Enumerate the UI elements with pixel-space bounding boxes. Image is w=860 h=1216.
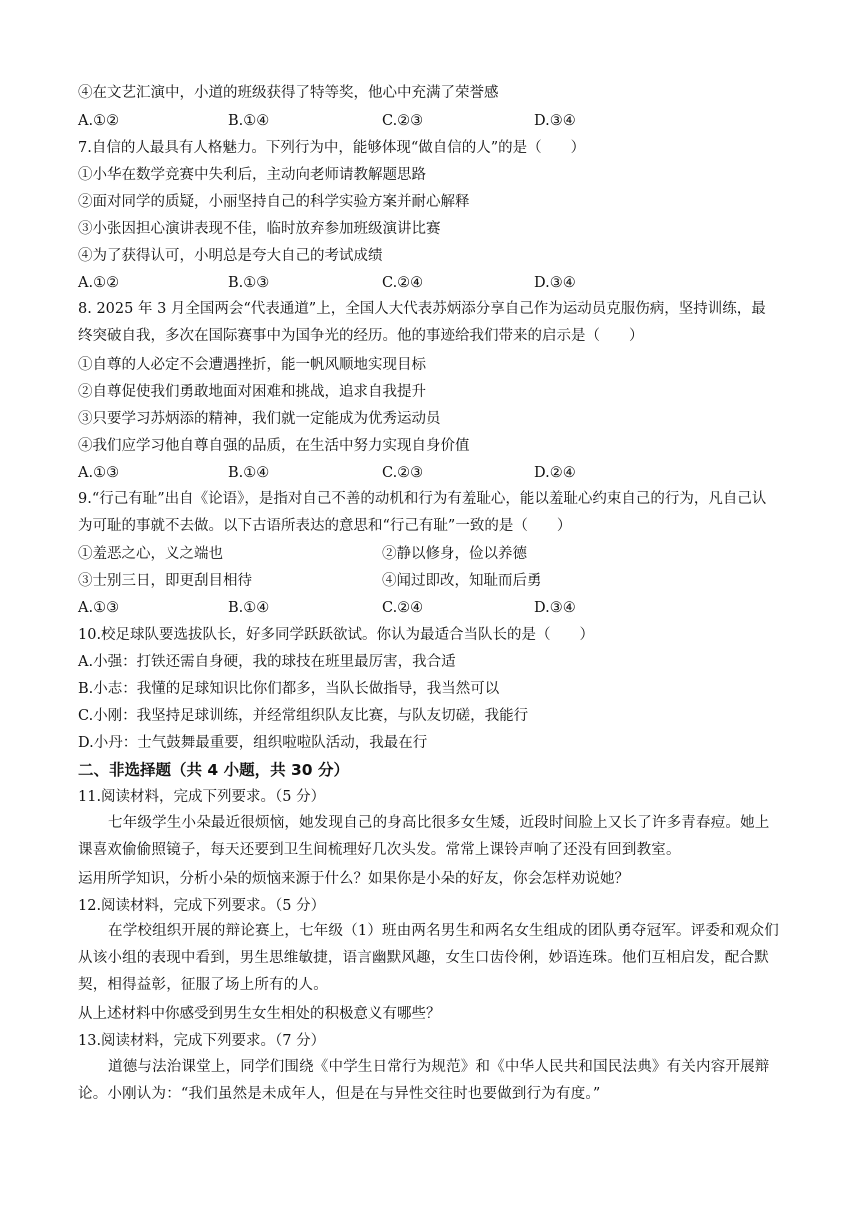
q8-option-d: D.②④: [534, 465, 576, 481]
q12-stem: 12.阅读材料，完成下列要求。（5 分）: [78, 898, 326, 914]
q9-option-c: C.②④: [382, 600, 424, 616]
q12-material: 在学校组织开展的辩论赛上，七年级（1）班由两名男生和两名女生组成的团队勇夺冠军。评委和观众们从该小组的表现中看到，男生思维敏捷，语言幽默风趣，女生口齿伶俐，妙语连珠。他们互相启发，配合默契，相得益彰，征服了场上所有的人。: [78, 923, 779, 993]
q8-option-c: C.②③: [382, 465, 424, 481]
q8-item-4: ④我们应学习他自尊自强的品质，在生活中努力实现自身价值: [78, 438, 470, 454]
q6-options: [78, 111, 778, 131]
q8-options: [78, 463, 778, 483]
q10-option-b: B.小志：我懂的足球知识比你们都多，当队长做指导，我当然可以: [78, 681, 500, 697]
q10-option-c: C.小刚：我坚持足球训练，并经常组织队友比赛，与队友切磋，我能行: [78, 708, 529, 724]
q7-item-2: ②面对同学的质疑，小丽坚持自己的科学实验方案并耐心解释: [78, 194, 470, 210]
q7-item-1: ①小华在数学竞赛中失利后，主动向老师请教解题思路: [78, 167, 426, 183]
q8-option-b: B.①④: [228, 465, 270, 481]
q9-stem: 9.“行己有耻”出自《论语》，是指对自己不善的动机和行为有羞耻心，能以羞耻心约束自己的行为，凡自己认为可耻的事就不去做。以下古语所表达的意思和“行己有耻”一致的是（ ）: [78, 491, 767, 534]
q10-option-d: D.小丹：士气鼓舞最重要，组织啦啦队活动，我最在行: [78, 735, 428, 751]
q9-options: [78, 598, 778, 618]
q6-option-a: A.①②: [78, 113, 120, 129]
q11-question: 运用所学知识，分析小朵的烦恼来源于什么？如果你是小朵的好友，你会怎样劝说她？: [78, 871, 629, 887]
q7-option-c: C.②④: [382, 275, 424, 291]
q9-items-row-2: [78, 571, 778, 591]
q11-stem: 11.阅读材料，完成下列要求。（5 分）: [78, 789, 326, 805]
q7-stem: 7.自信的人最具有人格魅力。下列行为中，能够体现“做自信的人”的是（ ）: [78, 140, 586, 156]
q10-option-a: A.小强：打铁还需自身硬，我的球技在班里最厉害，我合适: [78, 654, 456, 670]
section-2-title: 二、非选择题（共 4 小题，共 30 分）: [78, 761, 349, 779]
q7-option-d: D.③④: [534, 275, 576, 291]
q9-item-4: ④闻过即改，知耻而后勇: [382, 573, 542, 589]
q8-item-3: ③只要学习苏炳添的精神，我们就一定能成为优秀运动员: [78, 411, 441, 427]
q9-option-d: D.③④: [534, 600, 576, 616]
q8-option-a: A.①③: [78, 465, 120, 481]
q8-item-2: ②自尊促使我们勇敢地面对困难和挑战，追求自我提升: [78, 384, 426, 400]
q13-stem: 13.阅读材料，完成下列要求。（7 分）: [78, 1033, 326, 1049]
q7-item-4: ④为了获得认可，小明总是夸大自己的考试成绩: [78, 248, 383, 264]
q6-option-c: C.②③: [382, 113, 424, 129]
q6-item-4: ④在文艺汇演中，小道的班级获得了特等奖，他心中充满了荣誉感: [78, 85, 499, 101]
q6-option-d: D.③④: [534, 113, 576, 129]
q13-material: 道德与法治课堂上，同学们围绕《中学生日常行为规范》和《中华人民共和国民法典》有关内容开展辩论。小刚认为：“我们虽然是未成年人，但是在与异性交往时也要做到行为有度。”: [78, 1059, 770, 1102]
q7-item-3: ③小张因担心演讲表现不佳，临时放弃参加班级演讲比赛: [78, 221, 441, 237]
q9-items-row-1: [78, 544, 778, 564]
q7-option-a: A.①②: [78, 275, 120, 291]
q11-material: 七年级学生小朵最近很烦恼，她发现自己的身高比很多女生矮，近段时间脸上又长了许多青春痘。她上课喜欢偷偷照镜子，每天还要到卫生间梳理好几次头发。常常上课铃声响了还没有回到教室。: [78, 815, 770, 858]
q9-option-b: B.①④: [228, 600, 270, 616]
q6-option-b: B.①④: [228, 113, 270, 129]
q8-item-1: ①自尊的人必定不会遭遇挫折，能一帆风顺地实现目标: [78, 357, 426, 373]
q9-item-3: ③士别三日，即更刮目相待: [78, 573, 252, 589]
q10-stem: 10.校足球队要选拔队长，好多同学跃跃欲试。你认为最适合当队长的是（ ）: [78, 627, 595, 643]
q12-question: 从上述材料中你感受到男生女生相处的积极意义有哪些？: [78, 1006, 441, 1022]
q9-item-2: ②静以修身，俭以养德: [382, 546, 527, 562]
q9-option-a: A.①③: [78, 600, 120, 616]
q7-option-b: B.①③: [228, 275, 270, 291]
q7-options: [78, 273, 778, 293]
q8-stem: 8. 2025 年 3 月全国两会“代表通道”上，全国人大代表苏炳添分享自己作为运动员克服伤病，坚持训练，最终突破自我，多次在国际赛事中为国争光的经历。他的事迹给我们带来的启示是（ ）: [78, 301, 766, 344]
q9-item-1: ①羞恶之心，义之端也: [78, 546, 223, 562]
